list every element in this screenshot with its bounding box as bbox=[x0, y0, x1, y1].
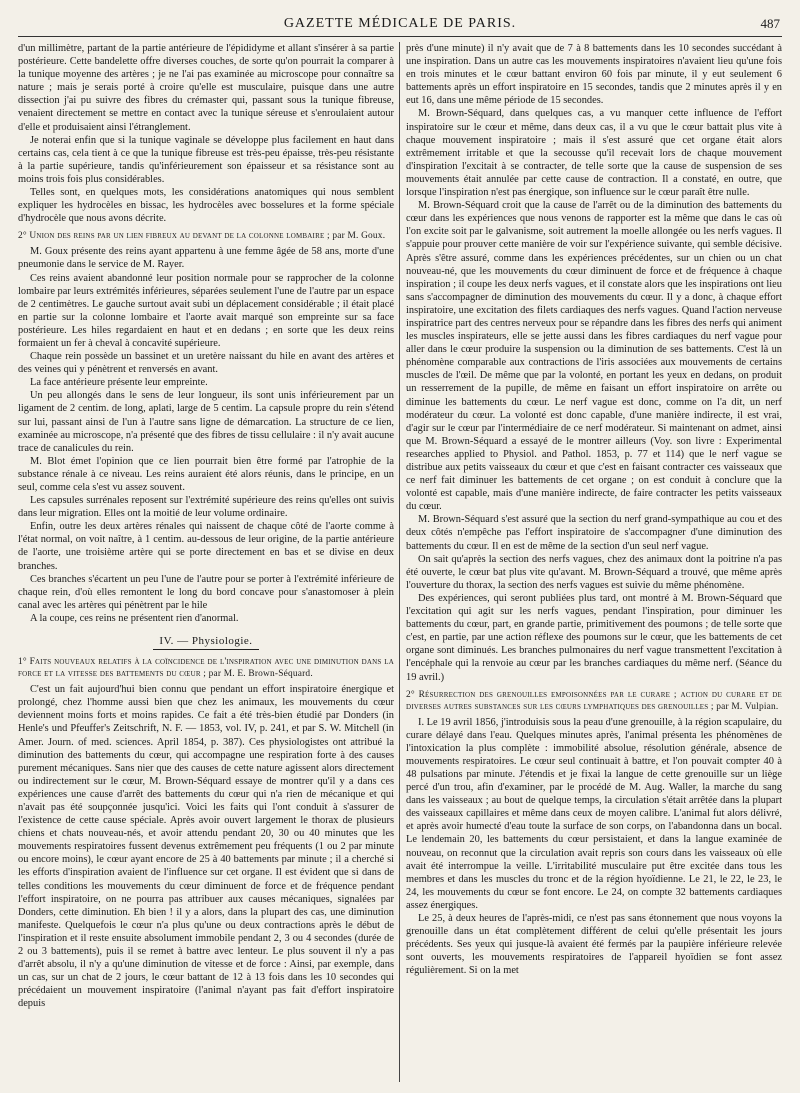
section-heading bbox=[18, 230, 394, 242]
paragraph: Je noterai enfin que si la tunique vaginale se développe plus facilement en haut dans certains cas, cela tient à ce que la tunique fibreuse est très-peu épaisse, très-peu résistante à la partie supérieure, tandis qu'inférieurement son épaisseur et sa résistance sont au moins trois fois plus considérables. bbox=[18, 134, 394, 185]
paragraph: M. Goux présente des reins ayant appartenu à une femme âgée de 58 ans, morte d'une pneumonie dans le service de M. Rayer. bbox=[18, 246, 394, 271]
paragraph: Les capsules surrénales reposent sur l'extrémité supérieure des reins qu'elles ont suivis dans leur migration. Elles ont la moitié de leur volume ordinaire. bbox=[18, 495, 394, 520]
journal-title: GAZETTE MÉDICALE DE PARIS. bbox=[283, 16, 517, 31]
paragraph: La face antérieure présente leur empreinte. bbox=[30, 377, 208, 389]
paragraph: Telles sont, en quelques mots, les considérations anatomiques qui nous semblent expliquer les hydrocèles en bissac, les hydrocèles avec bosselures et la forme spéciale d'hydrocèle que nous avons décrite. bbox=[18, 187, 394, 225]
part-heading-text: IV. — Physiologie. bbox=[153, 635, 258, 650]
section-heading bbox=[18, 656, 394, 680]
paragraph: Des expériences, qui seront publiées plus tard, ont montré à M. Brown-Séquard que l'excitation qui agit sur les nerfs vagues, pendant l'inspiration, pour diminuer les battements du cœur, part, en grande partie, primitivement des poumons ; de telle sorte que c'est, en partie, par une action réflexe des poumons sur le cœur, que les battements de cet organe sont diminués. Les branches pulmonaires du nerf vague transmettent l'excitation à l'encéphale qui la renvoie au cœur par les branches cardiaques du même nerf. (Séance du 19 avril.) bbox=[406, 592, 782, 683]
page-header bbox=[18, 14, 782, 37]
paragraph: près d'une minute) il n'y avait que de 7 à 8 battements dans les 10 secondes succédant à une inspiration. Dans un autre cas les mouvements inspiratoires n'avaient lieu qu'une fois en trois minutes et le cœur battant environ 60 fois par minute, il y eut seulement 6 battements après un effort inspiratoire en 15 secondes, tandis que 2 minutes après il y en eut 16, dans une même période de 15 secondes. bbox=[406, 43, 782, 107]
part-heading bbox=[18, 635, 394, 648]
section-author: par M. Goux. bbox=[332, 231, 386, 242]
paragraph: Chaque rein possède un bassinet et un uretère naissant du hile en avant des artères et des veines qui y pénètrent et renversés en avant. bbox=[18, 351, 394, 376]
paragraph: C'est un fait aujourd'hui bien connu que pendant un effort inspiratoire énergique et prolongé, chez l'homme aussi bien que chez les animaux, les mouvements du cœur deviennent moins forts et moins rapides. Ce fait a été très-bien étudié par Donders (in Henle's und Pfeuffer's Zeitschrift, N. F. — 1853, vol. IV, p. 241, et par S. W. Mitchell (in Amer. Journ. of med. sciences. April 1854, p. 387). Ces physiologistes ont attribué la diminution des battements du cœur, qui accompagne une respiration forte à des causes purement mécaniques. Sans nier que des causes de cette nature agissent alors directement ou indirectement sur le cœur, M. Brown-Séquard essaye de montrer qu'il y a dans ces expériences une cause d'arrêt des battements du cœur qui n'a rien de mécanique et qui n'avait pas été soupçonnée jusqu'ici. Voici les faits qui l'ont conduit à s'assurer de l'existence de cette cause spéciale. Après avoir ouvert largement le thorax de plusieurs chiens et chats nouveau-nés, et avoir attendu pendant 20, 30 ou 40 minutes que les mouvements respiratoires fussent devenus extrêmement peu fréquents (1 ou 2 par minute ou encore moins), le cœur ayant encore de 25 à 40 battements par minute ; il a cherché si les efforts d'inspiration avaient de l'influence sur cet organe. Il est évident que si dans de telles conditions les mouvements du cœur diminuent de force et de fréquence pendant l'effort inspiratoire, on ne pourra pas attribuer aux causes mécaniques, signalées par Donders, cette diminution. Eh bien ! il y a alors, dans la plupart des cas, une diminution manifeste. Quelquefois le cœur n'a plus qu'une ou deux contractions après le début de l'inspiration et il reste ensuite absolument immobile pendant 2, 3 ou 4 secondes (durée de 2 ou 3 battements), puis il se remet à battre avec lenteur. Le plus souvent il n'y a pas d'arrêt absolu, il n'y a qu'une diminution de vitesse et de force : Ainsi, par exemple, dans un cas, sur un chat de 2 jours, le cœur battant de 12 à 13 fois dans les 10 secondes qui précédaient un mouvement inspiratoire (l'animal n'ayant pas fait d'effort inspiratoire depuis bbox=[18, 684, 394, 1010]
paragraph: Ces reins avaient abandonné leur position normale pour se rapprocher de la colonne lombaire par leurs extrémités inférieures, séparées seulement l'une de l'autre par un espace de 2 centimètres. Le gauche surtout avait subi un déplacement considérable ; il était placé en partie sur la colonne lombaire et l'aorte avait marqué son empreinte sur sa face postérieure. Les hiles regardaient en haut et en dedans ; en sorte que les deux reins formaient un fer à cheval à concavité supérieure. bbox=[18, 272, 394, 349]
section-heading-title: 1° Faits nouveaux relatifs à la coïncidence de l'inspiration avec une diminution dans la force et la vitesse des battements du cœur ; bbox=[18, 657, 394, 680]
section-author: par M. E. Brown-Séquard. bbox=[208, 669, 313, 680]
section-heading bbox=[406, 689, 782, 713]
section-author: par M. Vulpian. bbox=[716, 701, 779, 712]
paragraph: Enfin, outre les deux artères rénales qui naissent de chaque côté de l'aorte comme à l'état normal, on voit naître, à 1 centim. au-dessous de leur origine, de la partie antérieure de l'aorte, une troisième artère qui se porte directement en bas et se divise en deux branches. bbox=[18, 521, 394, 572]
paragraph: Ces branches s'écartent un peu l'une de l'autre pour se porter à l'extrémité inférieure de chaque rein, d'où elles remontent le long du bord concave pour s'anastomoser à plein canal avec les artères qui pénètrent par le hile bbox=[18, 573, 394, 611]
paragraph: A la coupe, ces reins ne présentent rien d'anormal. bbox=[30, 612, 239, 624]
paragraph: d'un millimètre, partant de la partie antérieure de l'épididyme et allant s'insérer à sa partie postérieure. Cette bandelette offre diverses couches, de sorte qu'on pourrait la comparer à la tunique moyenne des artères ; je ne l'ai pas examinée au microscope pour connaître sa nature ; mais je serais porté à croire qu'elle est musculaire, puisque dans une autre dissection j'ai pu suivre des fibres du crémaster qui, passant sous la tunique fibreuse, venaient directement se mettre en contact avec la tunique séreuse et s'enroulaient autour d'elle et produisaient ainsi l'étranglement. bbox=[18, 43, 394, 133]
section-heading-title: 2° Union des reins par un lien fibreux au devant de la colonne lombaire ; bbox=[18, 231, 330, 242]
paragraph: M. Brown-Séquard, dans quelques cas, a vu manquer cette influence de l'effort inspiratoire sur le cœur et même, dans deux cas, il a vu que le cœur battait plus vite à chaque mouvement inspiratoire ; mais il s'est assuré que cet organe était alors extrêmement irritable et que la secousse qu'il recevait lors de chaque mouvement d'inspiration l'excitait à se contracter, de telle sorte que la cause de suspension de ses mouvements était annulée par cette cause de contraction. Il a constaté, en outre, que lorsque l'inspiration n'est pas énergique, son influence sur le cœur paraît être nulle. bbox=[406, 108, 782, 199]
paragraph: M. Brown-Séquard croit que la cause de l'arrêt ou de la diminution des battements du cœur dans les expériences que nous venons de rapporter est la même que dans le cas où l'on excite soit par le galvanisme, soit autrement la moelle allongée ou les nerfs vagues. Il s'appuie pour prouver cette manière de voir sur l'expérience suivante, qui semble décisive. Après s'être assuré, comme dans les expériences précédentes, sur un chien ou un chat nouveau-né, que les mouvements du cœur diminuent de force et de fréquence à chaque inspiration ; il coupe les deux nerfs vagues, et il constate alors que les inspirations ont lieu sans s'accompagner de diminution des mouvements du cœur. Il y a donc, à chaque effort inspiratoire, une excitation des filets cardiaques des nerfs vagues. Quand l'action nerveuse inspiratrice part des centres nerveux pour se répandre dans les fibres des nerfs qui animent les muscles inspirateurs, elle se jette aussi dans les fibres cardiaques du nerf vague pour aller dans le cœur produire la suspension ou la diminution de ses battements. C'est là un phénomène comparable aux contractions de l'iris associées aux mouvements de certains muscles de l'œil. De même que par la volonté, en portant les yeux en dedans, on produit un resserrement de la pupille, de même en faisant un effort inspiratoire on arrête ou diminue les battements du cœur. Le nerf vague est donc, comme on l'a dit, un nerf modérateur du cœur. La volonté est donc capable, d'une manière indirecte, il est vrai, d'agir sur le cœur par l'intermédiaire de ce nerf modérateur. Si maintenant on admet, ainsi que M. Brown-Séquard a essayé de le montrer ailleurs (Voy. son livre : Experimental researches applied to Physiol. and Pathol. 1853, p. 77 et 114) que le nerf vague se distribue aux petits vaisseaux du cœur et que c'est en faisant contracter ces vaisseaux que ce nerf fait diminuer les battements de cet organe ; on est conduit à conclure que la volonté est capable, mais d'une manière indirecte, de faire contracter les petits vaisseaux du cœur. bbox=[406, 200, 782, 513]
paragraph: M. Brown-Séquard s'est assuré que la section du nerf grand-sympathique au cou et des deux côtés n'empêche pas l'effort inspiratoire de s'accompagner d'une diminution des battements du cœur. Il en est de même de la section d'un seul nerf vague. bbox=[406, 514, 782, 552]
column-divider bbox=[399, 42, 400, 1082]
left-column bbox=[18, 42, 394, 1087]
right-column bbox=[406, 42, 782, 1087]
paragraph: I. Le 19 avril 1856, j'introduisis sous la peau d'une grenouille, à la région scapulaire, du curare délayé dans l'eau. Quelques minutes après, l'animal présenta les phénomènes de l'intoxication la plus complète : immobilité absolue, résolution générale, absence de mouvements respiratoires. Le cœur seul continuait à battre, et l'on pouvait compter 40 à 48 pulsations par minute. J'étendis et je fixai la langue de cette grenouille sur un liège percé d'un trou, afin d'examiner, par le procédé de M. Aug. Waller, la marche du sang dans les vaisseaux ; au bout de quelque temps, la circulation s'était arrêtée dans la plupart des vaisseaux capillaires et même dans ceux de moyen calibre. L'animal fut alors délivré, et après avoir humecté d'eau toute la surface de son corps, on l'abandonna dans un bocal. Le lendemain 20, les battements du cœur persistaient, et dans la langue examinée de nouveau, on reconnut que la circulation avait repris son cours dans les vaisseaux où elle avait été interrompue la veille. L'irritabilité musculaire put être excitée dans tous les membres et dans les muscles du tronc et de la région hyoïdienne. Le 21, le 22, le 23, le 24, les mouvements du cœur se font encore. Le 24, on compte 32 battements cardiaques assez énergiques. bbox=[406, 716, 782, 911]
paragraph: Un peu allongés dans le sens de leur longueur, ils sont unis inférieurement par un ligament de 2 centim. de long, aplati, large de 5 centim. La capsule propre du rein s'étend sur lui, passant ainsi de l'un à l'autre sans ligne de démarcation. La structure de ce lien, examinée au microscope, n'a présenté que des fibres de tissu cellulaire : il n'y avait aucune trace de canalicules du rein. bbox=[18, 390, 394, 454]
paragraph: M. Blot émet l'opinion que ce lien pourrait bien être formé par l'atrophie de la substance rénale à ce niveau. Les reins auraient été alors réunis, dans le principe, en un seul, comme cela s'est vu assez souvent. bbox=[18, 455, 394, 493]
paragraph: Le 25, à deux heures de l'après-midi, ce n'est pas sans étonnement que nous voyons la grenouille dans un état complètement différent de celui qu'elle présentait les jours précédents. Ses yeux qui jusque-là avaient été fermés par la paupière inférieure relevée sont ouverts, les mouvements respiratoires de l'appareil hyoïdien se font assez régulièrement. Si on la met bbox=[406, 913, 782, 977]
section-heading-title: 2° Résurrection des grenouilles empoisonnées par le curare ; action du curare et de diverses autres substances sur les cœurs lymphatiques des grenouilles ; bbox=[406, 689, 782, 712]
page-number: 487 bbox=[760, 16, 780, 31]
paragraph: On sait qu'après la section des nerfs vagues, chez des animaux dont la poitrine n'a pas été ouverte, le cœur bat plus vite qu'avant. M. Brown-Séquard a trouvé, que même après l'ouverture du thorax, la section des nerfs vagues est suivie du même phénomène. bbox=[406, 553, 782, 591]
